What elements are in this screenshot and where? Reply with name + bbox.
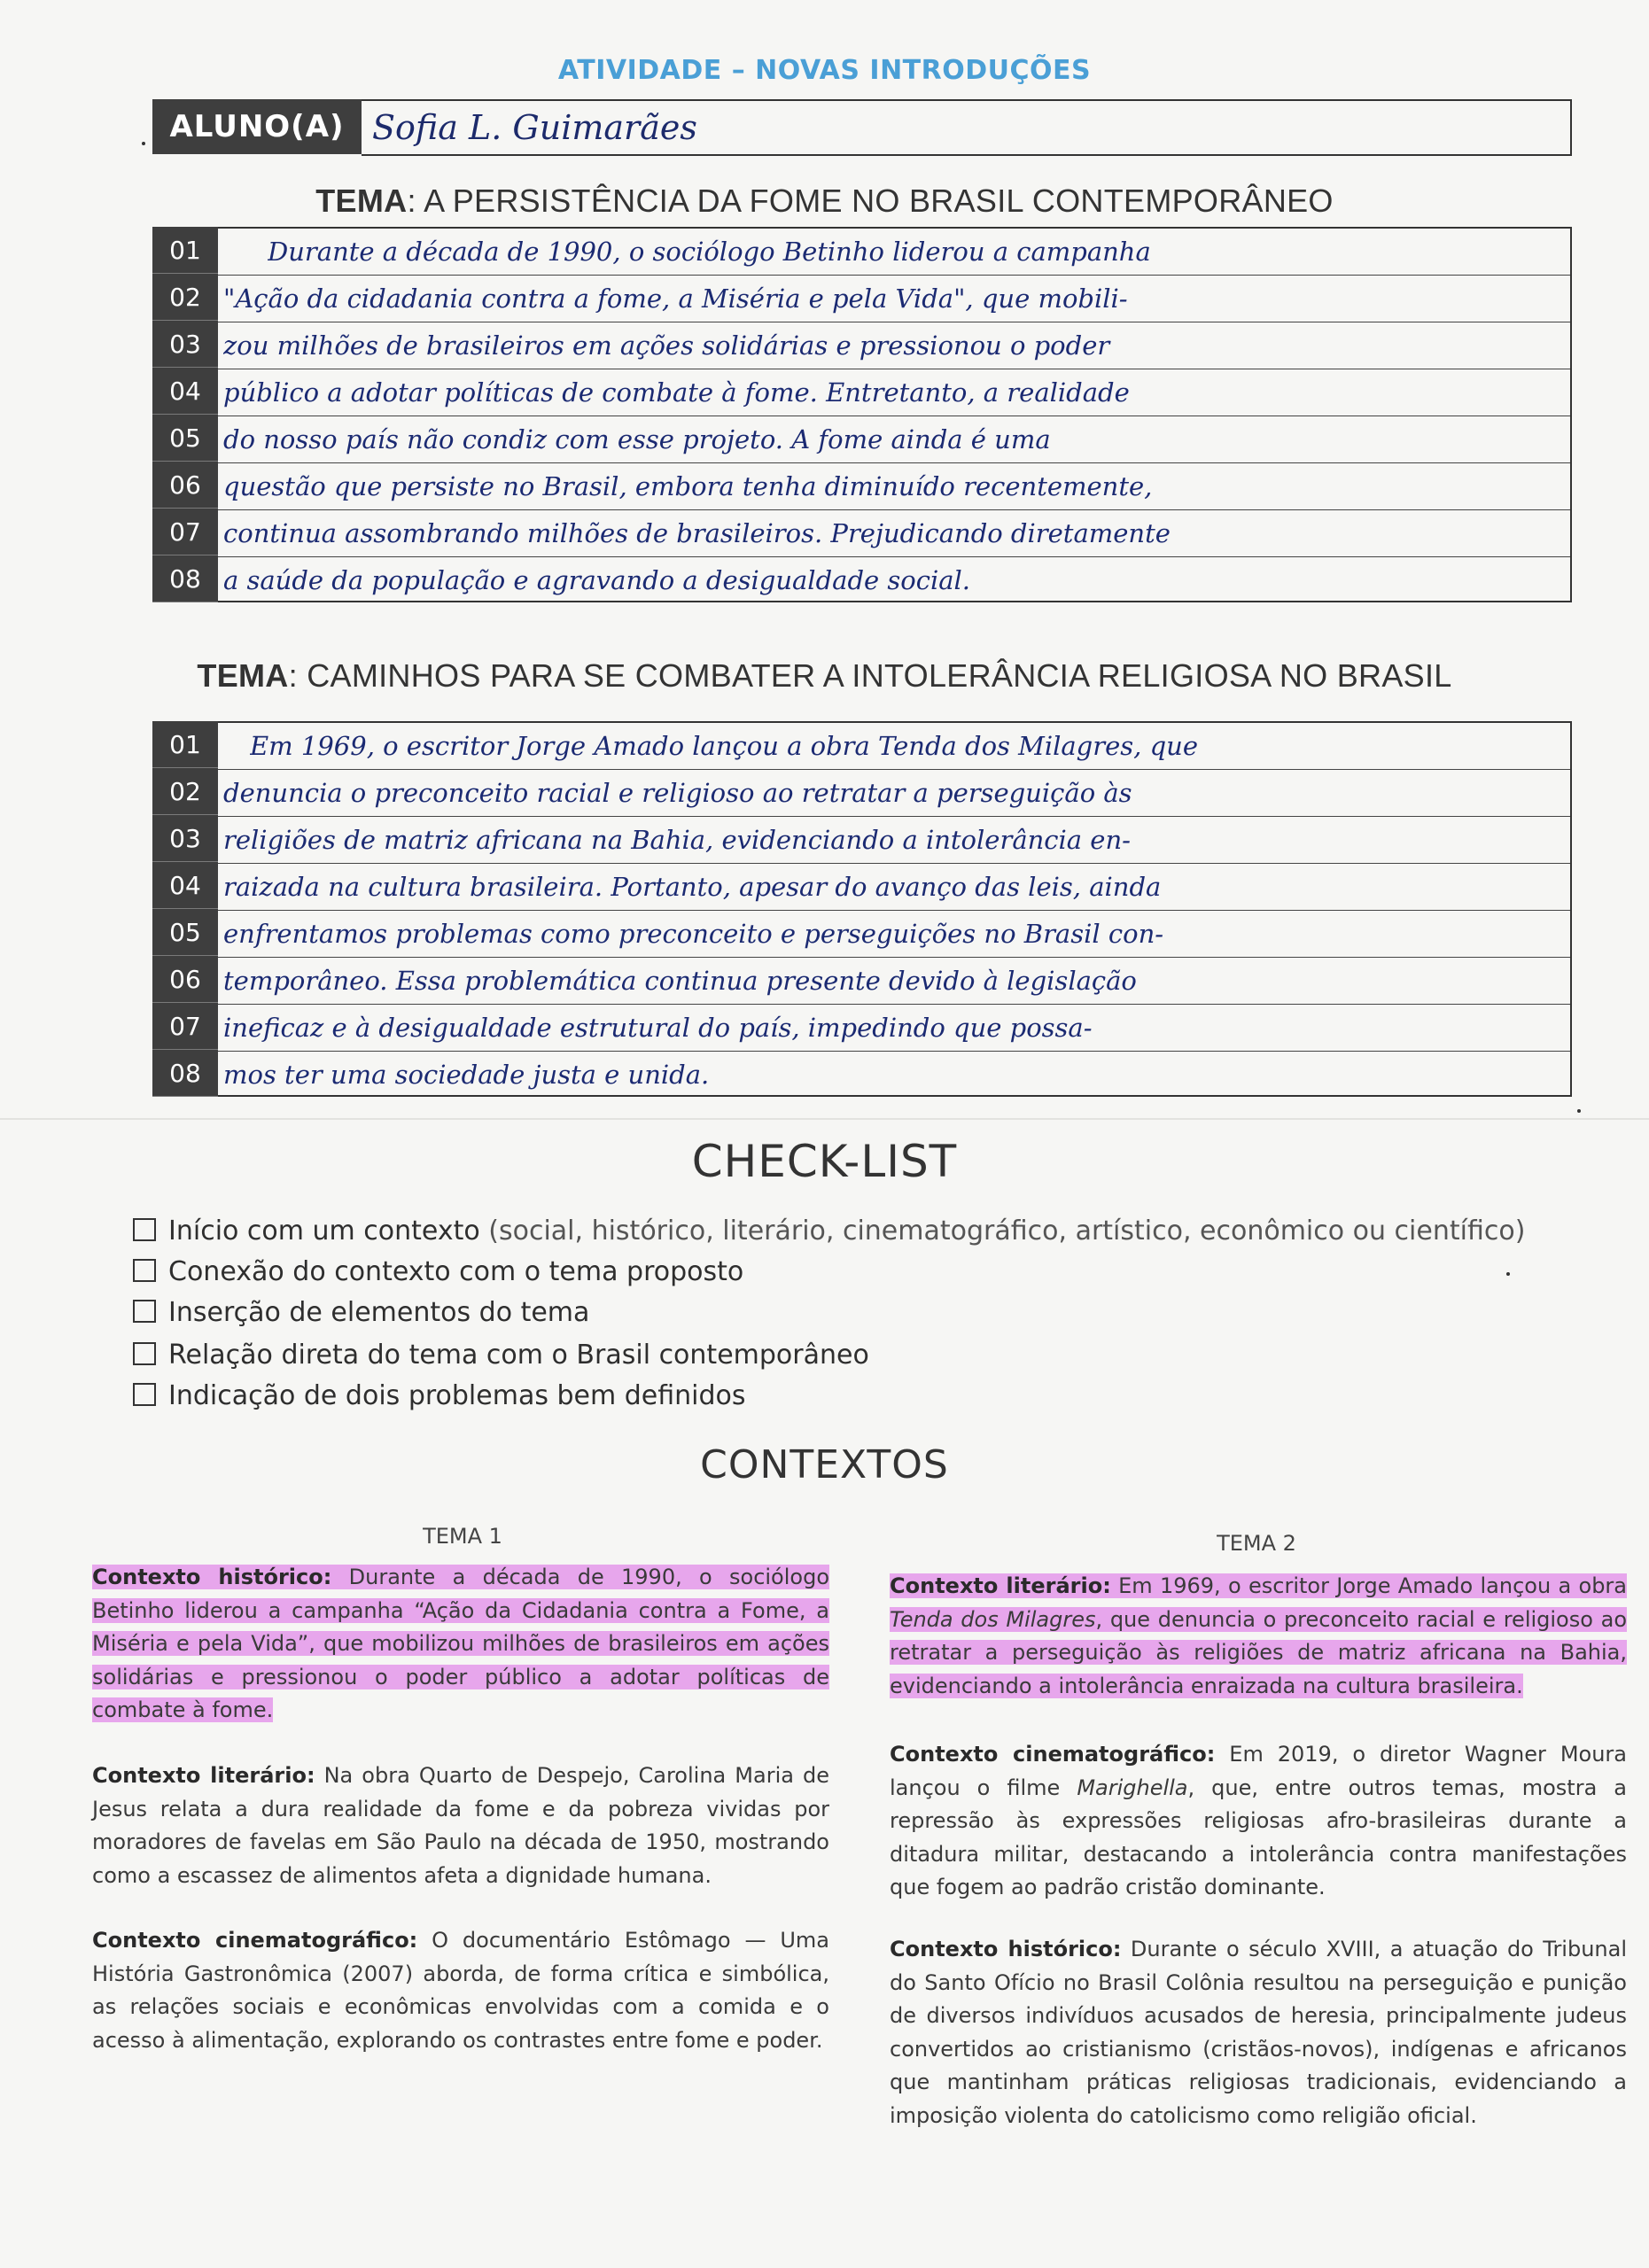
tema1-context-cinematografico (92, 1924, 829, 2057)
handwritten-line: temporâneo. Essa problemática continua presente devido à legislação (223, 966, 1137, 996)
handwritten-line: Durante a década de 1990, o sociólogo Betinho liderou a campanha (268, 237, 1151, 267)
context-label: Contexto cinematográfico: (890, 1742, 1216, 1767)
handwritten-line: raizada na cultura brasileira. Portanto, apesar do avanço das leis, ainda (223, 872, 1162, 902)
tema1-writing-block (152, 227, 1572, 602)
handwritten-line: a saúde da população e agravando a desigualdade social. (223, 565, 971, 595)
paper-speck (1577, 1109, 1581, 1113)
context-work-title: Marighella (1077, 1775, 1188, 1800)
tema1-heading (0, 183, 1649, 220)
checklist-item (133, 1380, 746, 1411)
handwritten-line: denuncia o preconceito racial e religioso ao retratar a perseguição às (223, 778, 1132, 808)
context-label: Contexto literário: (890, 1573, 1111, 1598)
line-number: 06 (152, 956, 218, 1003)
line-number: 01 (152, 721, 218, 768)
paper-speck (1506, 1272, 1510, 1276)
tema1-prefix: TEMA (315, 183, 408, 219)
line-number: 07 (152, 509, 218, 555)
line-number: 02 (152, 768, 218, 815)
handwritten-line: público a adotar políticas de combate à fome. Entretanto, a realidade (223, 377, 1130, 408)
context-text: Durante o século XVIII, a atuação do Tribunal do Santo Ofício no Brasil Colônia resultou na perseguição e punição de diversos indivíduos acusados de heresia, principalmente judeus convertidos ao cristianismo (cristãos-novos), indígenas e africanos que mantinham práticas religiosas tradicionais, evidenciando a imposição violenta do catolicismo como religião oficial. (890, 1937, 1628, 2128)
handwritten-line: continua assombrando milhões de brasileiros. Prejudicando diretamente (223, 518, 1171, 548)
line-number: 08 (152, 555, 218, 602)
handwritten-line: questão que persiste no Brasil, embora tenha diminuído recentemente, (223, 471, 1153, 501)
handwritten-line: Em 1969, o escritor Jorge Amado lançou a obra Tenda dos Milagres, que (250, 731, 1198, 761)
checklist-item (133, 1340, 869, 1371)
tema2-context-literario (890, 1570, 1627, 1703)
tema2-heading (0, 657, 1649, 695)
tema1-context-literario (92, 1759, 829, 1892)
context-label: Contexto cinematográfico: (92, 1928, 418, 1953)
checklist-item-label: Inserção de elementos do tema (168, 1297, 590, 1328)
tema1-context-historico (92, 1561, 829, 1728)
line-number: 05 (152, 909, 218, 956)
handwritten-line: religiões de matriz africana na Bahia, evidenciando a intolerância en- (223, 825, 1131, 855)
line-number: 04 (152, 368, 218, 415)
paper-fold (0, 1118, 1649, 1120)
line-number: 03 (152, 321, 218, 368)
tema1-line-numbers (152, 227, 218, 602)
line-number: 03 (152, 815, 218, 862)
checklist-title: CHECK-LIST (691, 1136, 958, 1187)
checklist-item-label: Indicação de dois problemas bem definidos (168, 1380, 746, 1411)
tema1-column-head: TEMA 1 (423, 1524, 502, 1549)
context-label: Contexto literário: (92, 1763, 315, 1788)
tema2-column-head: TEMA 2 (1217, 1531, 1296, 1556)
checkbox[interactable] (133, 1300, 156, 1323)
checklist-item (133, 1297, 589, 1328)
context-work-title: Tenda dos Milagres (890, 1606, 1096, 1632)
line-number: 02 (152, 274, 218, 321)
context-label: Contexto histórico: (890, 1937, 1122, 1961)
handwritten-line: mos ter uma sociedade justa e unida. (223, 1060, 710, 1090)
context-text: Na obra Quarto de Despejo, Carolina Maria de Jesus relata a dura realidade da fome e da pobreza vividas por moradores de favelas em São Paulo na década de 1950, mostrando como a escassez de alimentos afeta a dignidade humana. (92, 1763, 829, 1888)
line-number: 05 (152, 415, 218, 462)
tema2-writing-block (152, 721, 1572, 1097)
context-text: , que denuncia o preconceito racial e religioso ao retratar a perseguição às religiões de matriz africana na Bahia, evidenciando a intolerância enraizada na cultura brasileira. (890, 1606, 1627, 1698)
tema1-title: : A PERSISTÊNCIA DA FOME NO BRASIL CONTEMPORÂNEO (407, 183, 1334, 219)
line-number: 04 (152, 862, 218, 909)
handwritten-line: ineficaz e à desigualdade estrutural do país, impedindo que possa- (223, 1013, 1093, 1043)
checkbox[interactable] (133, 1218, 156, 1241)
contextos-title: CONTEXTOS (700, 1442, 949, 1487)
context-text: O documentário Estômago — Uma História Gastronômica (2007) aborda, de forma crítica e simbólica, as relações sociais e econômicas envolvidas com a comida e o acesso à alimentação, explorando os contrastes entre fome e poder. (92, 1928, 829, 2053)
tema2-context-historico (890, 1933, 1627, 2132)
context-text: Em 1969, o escritor Jorge Amado lançou a obra (1110, 1573, 1628, 1598)
student-label: ALUNO(A) (152, 99, 362, 154)
handwritten-line: zou milhões de brasileiros em ações solidárias e pressionou o poder (223, 330, 1110, 361)
activity-title: ATIVIDADE – NOVAS INTRODUÇÕES (557, 55, 1092, 86)
context-text: Durante a década de 1990, o sociólogo Betinho liderou a campanha “Ação da Cidadania contra a Fome, a Miséria e pela Vida”, que mobilizou milhões de brasileiros em ações solidárias e pressionou o poder público a adotar políticas de combate à fome. (92, 1565, 830, 1722)
handwritten-line: do nosso país não condiz com esse projeto. A fome ainda é uma (223, 424, 1051, 454)
tema2-title: : CAMINHOS PARA SE COMBATER A INTOLERÂNCIA RELIGIOSA NO BRASIL (288, 657, 1452, 694)
checkbox[interactable] (133, 1383, 156, 1406)
checkbox[interactable] (133, 1259, 156, 1282)
context-text: , que, entre outros temas, mostra a repressão às expressões religiosas afro-brasileiras durante a ditadura militar, destacando a intolerância contra manifestações que fogem ao padrão cristão dominante. (890, 1775, 1627, 1899)
checklist-item-label: Início com um contexto (168, 1216, 480, 1247)
tema2-line-numbers (152, 721, 218, 1097)
student-row (152, 99, 1572, 156)
handwritten-line: enfrentamos problemas como preconceito e perseguições no Brasil con- (223, 919, 1164, 949)
line-number: 08 (152, 1050, 218, 1097)
student-name: Sofia L. Guimarães (372, 108, 697, 147)
checklist-item (133, 1256, 743, 1287)
line-number: 06 (152, 462, 218, 509)
tema2-context-cinematografico (890, 1738, 1627, 1905)
checklist-item-note: (social, histórico, literário, cinematográfico, artístico, econômico ou científico) (479, 1216, 1526, 1247)
context-label: Contexto histórico: (92, 1565, 332, 1589)
line-number: 01 (152, 227, 218, 274)
tema2-prefix: TEMA (197, 657, 289, 694)
checklist-item-label: Relação direta do tema com o Brasil contemporâneo (168, 1340, 869, 1371)
handwritten-line: "Ação da cidadania contra a fome, a Miséria e pela Vida", que mobili- (223, 284, 1128, 314)
checklist-item-label: Conexão do contexto com o tema proposto (168, 1256, 744, 1287)
context-text: Em 2019, o diretor Wagner Moura lançou o filme (890, 1742, 1627, 1800)
line-number: 07 (152, 1003, 218, 1050)
checklist-item (133, 1216, 1525, 1247)
checkbox[interactable] (133, 1342, 156, 1365)
paper-speck (142, 142, 145, 145)
